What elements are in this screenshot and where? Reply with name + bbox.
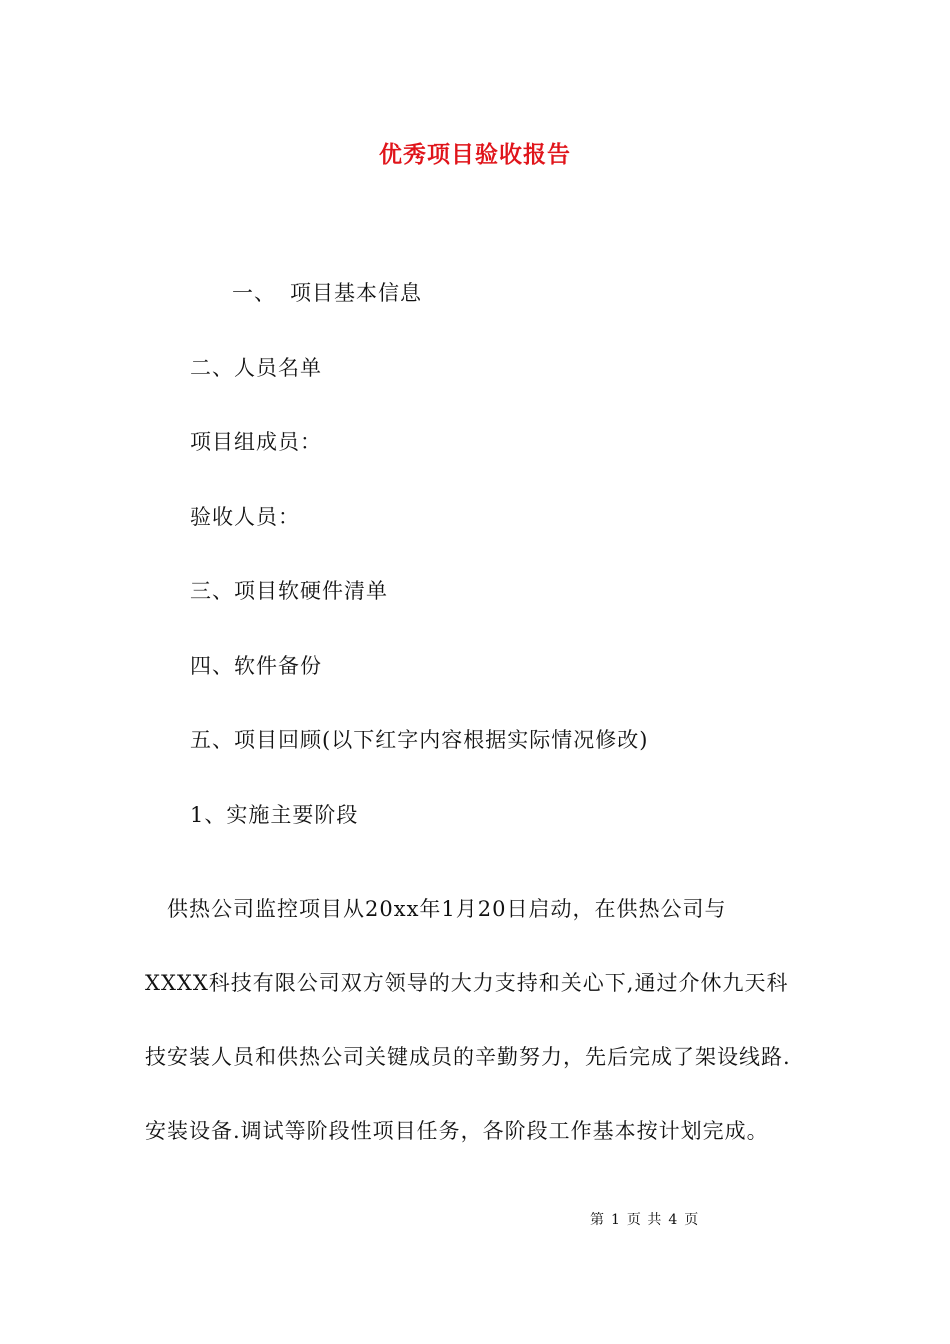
section-1-number: 一、 [232,281,276,305]
footer-prefix: 第 [590,1212,605,1228]
section-1-heading [232,278,422,308]
acceptance-staff-label: 验收人员： [190,505,300,529]
project-members-label: 项目组成员： [190,430,322,454]
document-title: 优秀项目验收报告 [379,141,571,168]
paragraph-line: 安装设备.调试等阶段性项目任务，各阶段工作基本按计划完成。 [145,1119,769,1143]
body-paragraph [145,872,810,1168]
footer-total-pages: 4 [668,1212,679,1228]
section-3-heading: 三、项目软硬件清单 [190,579,388,603]
section-5-heading: 五、项目回顾(以下红字内容根据实际情况修改) [190,728,649,752]
footer-page-number: 1 [611,1212,621,1228]
paragraph-line: 技安装人员和供热公司关键成员的辛勤努力，先后完成了架设线路. [145,1045,791,1069]
footer-mid: 页 共 [626,1212,663,1228]
paragraph-line: XXXX科技有限公司双方领导的大力支持和关心下,通过介休九天科 [145,971,789,995]
footer-suffix: 页 [684,1212,700,1228]
paragraph-line: 供热公司监控项目从20xx年1月20日启动，在供热公司与 [145,897,727,921]
section-4-heading: 四、软件备份 [190,654,322,678]
section-2-heading: 二、人员名单 [190,356,322,380]
page-footer [590,1209,705,1229]
section-1-label: 项目基本信息 [290,281,422,305]
subsection-1-heading: 1、实施主要阶段 [190,803,359,827]
